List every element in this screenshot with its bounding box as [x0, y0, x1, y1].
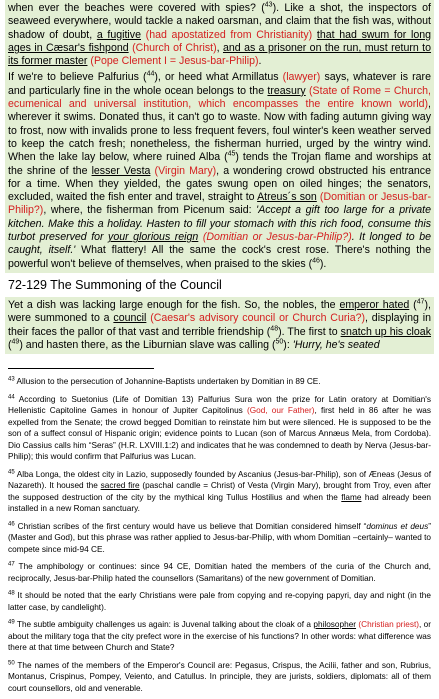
text-run: ). Like a shot, the inspectors of seaweed everywhere, would tackle a naked oarsman, and claim that the fish was, without shadow of doubt,	[8, 2, 431, 41]
text-run: ), were summoned to a	[8, 298, 431, 325]
text-run: Christian scribes of the first century would have us believe that Domitian considered himself “	[17, 521, 367, 531]
footnote-47	[8, 561, 431, 584]
text-run: (Virgin Mary)	[154, 164, 217, 177]
text-run: philosopher	[313, 620, 357, 630]
text-run: (State of Rome = Church, ecumenical and universal institution, which encompasses the entire known world)	[8, 84, 431, 111]
footnote-number: 50	[8, 659, 15, 666]
text-run: , first held in 86 after he was expelled from the Senate; the crowd begged Domitian to reinstate him but were silenced. He is supposed to be the son of a suffect consul of Hispanic origin; evidence points to Lucan (son of Marcus Annæus Mela, from Cordoba). Dio Cassius calls him “Seras” (H.R. LXVIII.1:2) and indicates that he was condemned to death by Nerva (Jesus-bar-Philip); this would confirm that Palfurius was Lucan.	[8, 406, 432, 462]
text-run: The names of the members of the Emperor's Council are: Pegasus, Crispus, the Acilii, father and son, Rubrius, Montanus, Crispinus, Pompey, Veiento, and Catullus. In principle, they are jurists, soldiers, diplomats: all of them court counsellors, old and venerable.	[8, 660, 431, 693]
text-run: , or about the military toga that the city prefect wore in the exercise of his functions? In other words: what difference was there at that time between Church and State?	[8, 620, 431, 653]
text-run: ):	[283, 338, 293, 351]
text-run: ) tends the Trojan flame and worships at the shrine of the	[8, 151, 431, 177]
text-run: (Church of Christ)	[132, 41, 217, 54]
paragraph-palfurius	[8, 71, 431, 270]
footnote-reference: 47	[416, 298, 425, 306]
text-run: Allusion to the persecution of Johannine-Baptists undertaken by Domitian in 89 CE.	[16, 377, 321, 387]
text-run: If we're to believe Palfurius (	[8, 71, 147, 84]
text-run: says, whatever is rare and particularly fine in the whole ocean belongs to the	[8, 71, 431, 97]
text-run: (Pope Clement I = Jesus-bar-Philip)	[90, 55, 259, 68]
text-run: , displaying in their faces the pallor of that vast and terrible friendship (	[8, 312, 431, 338]
text-run: (Domitian or Jesus-bar-Philip?)	[202, 231, 352, 244]
text-run: ).	[319, 257, 327, 270]
text-run: ), or heed what Armillatus	[154, 71, 283, 84]
footnote-number: 45	[8, 468, 15, 475]
text-run: 'Hurry, he's seated	[292, 338, 380, 351]
footnote-number: 47	[8, 561, 15, 568]
text-run: treasury	[267, 84, 306, 97]
text-run: ) and hasten there, as the Liburnian slave was calling (	[19, 338, 276, 351]
text-run: 'Accept a gift too large for a private kitchen. Make this a holiday. Hasten to fill your stomach with this rich food, consume this turbot preserved for	[8, 204, 431, 244]
footnote-46	[8, 521, 431, 556]
paragraph-council	[8, 299, 431, 352]
text-run: a fugitive	[96, 28, 141, 41]
text-run: (Christian priest)	[358, 620, 419, 630]
text-run: dominus et deus	[366, 521, 429, 531]
text-run: The amphibology or continues: since 94 CE, Domitian hated the members of the curia of the Church and, reciprocally, Jesus-bar-Philip hated the counsellors (Samaritans) of the new government of Domitian.	[8, 562, 431, 583]
text-run: had already been installed in a new Roman sanctuary.	[8, 492, 432, 514]
footnote-reference: 46	[312, 257, 320, 265]
text-run: and as a prisoner on the run, must return to its former master	[8, 41, 432, 68]
highlighted-passage-1	[5, 0, 434, 273]
footnote-number: 49	[8, 619, 15, 626]
section-heading: 72-129 The Summoning of the Council	[8, 277, 222, 292]
text-run: ). The first to	[278, 325, 341, 338]
footnote-43	[8, 376, 431, 388]
text-run: Atreus´s son	[257, 191, 317, 204]
text-run: council	[113, 312, 147, 325]
footnote-44	[8, 394, 431, 463]
text-run: emperor hated	[339, 298, 410, 311]
footnote-reference: 49	[11, 338, 20, 346]
text-run: , wherever it swims. Donated thus, it can't go to waste. Now with fading autumn giving way to frost, now with invalids prone to less frequent fevers, foul winter's keen weather served to keep the catch fresh; nonetheless, the fisherman hurried, urged by the wintry wind. When the lake lay below, where ruined Alba (	[8, 98, 431, 164]
text-run: when ever the beaches were covered with spies? (	[8, 2, 265, 14]
text-run: According to Suetonius (Life of Domitian 13) Palfurius Sura won the prize for Latin oratory at Domitian's Hellenistic Capitoline Games in honour of Jupiter Capitolinus	[8, 394, 431, 416]
text-run: flame	[341, 492, 362, 502]
footnote-reference: 50	[275, 338, 284, 346]
text-run: The subtle ambiguity challenges us again: is Juvenal talking about the cloak of a	[16, 620, 314, 630]
text-run: It should be noted that the early Christians were pale from copying and re-copying papyri, day and night (in the latter case, by candlelight).	[8, 591, 431, 612]
text-run: snatch up his cloak	[340, 325, 431, 338]
footnotes-list	[8, 376, 431, 694]
footnote-reference: 43	[264, 1, 273, 9]
text-run: your glorious reign	[108, 231, 199, 244]
highlighted-passage-2	[5, 297, 434, 354]
text-run: (Caesar's advisory council or Church Curia?)	[150, 312, 366, 325]
text-run: , a wondering crowd obstructed his entrance for a time. When they yielded, the gates swung open on oiled hinges; the senators, excluded, waited the fish enter and travel, straight to	[8, 164, 431, 204]
text-run: sacred fire	[100, 481, 140, 491]
text-run: (	[409, 298, 417, 311]
footnote-reference: 48	[270, 325, 279, 332]
text-run: (paschal candle = Christ) of Vesta (Virgin Mary), brought from Troy, even after the supposed destruction of the city by the mythical king Tullus Hostilius and when the	[8, 481, 432, 502]
text-run: (Domitian or Jesus-bar-Philip?)	[8, 191, 431, 217]
text-run: (God, our Father)	[246, 406, 315, 416]
text-run: Yet a dish was lacking large enough for the fish. So, the nobles, the	[8, 298, 340, 311]
footnote-reference: 44	[146, 70, 155, 78]
footnote-48	[8, 590, 431, 613]
footnote-49	[8, 619, 431, 654]
footnote-number: 48	[8, 590, 15, 597]
text-run: that had swum for long ages in Cæsar's fishpond	[8, 28, 431, 54]
footnote-reference: 45	[227, 150, 236, 158]
text-run: (	[8, 338, 12, 351]
text-run: lesser Vesta	[91, 164, 151, 177]
text-run: What flattery! All the same the cock's crest rose. There's nothing the powerful won't believe of themselves, when praised to the skies (	[8, 244, 431, 270]
footnote-separator	[8, 368, 154, 369]
text-run: ,	[216, 41, 223, 54]
footnote-number: 46	[8, 520, 15, 527]
text-run: (had apostatized from Christianity)	[145, 28, 313, 41]
footnote-number: 43	[8, 376, 15, 383]
paragraph-beaches	[8, 2, 431, 68]
text-run: (lawyer)	[282, 71, 321, 84]
footnote-50	[8, 660, 431, 695]
text-run: .	[258, 55, 262, 68]
text-run: , where, the fisherman from Picenum said:	[43, 204, 257, 217]
text-run: ” (Master and God), but this phrase was rather applied to Jesus-bar-Philip, with whom Domitian –certainly– wanted to compete since mid-94 CE.	[8, 521, 431, 554]
footnote-number: 44	[8, 393, 15, 400]
text-run: Alba Longa, the oldest city in Lazio, supposedly founded by Ascanius (Jesus-bar-Philip), son of Æneas (Jesus of Nazareth). It housed the	[8, 469, 431, 491]
text-run: . It longed to be caught, itself.'	[8, 231, 431, 257]
footnote-45	[8, 469, 431, 515]
